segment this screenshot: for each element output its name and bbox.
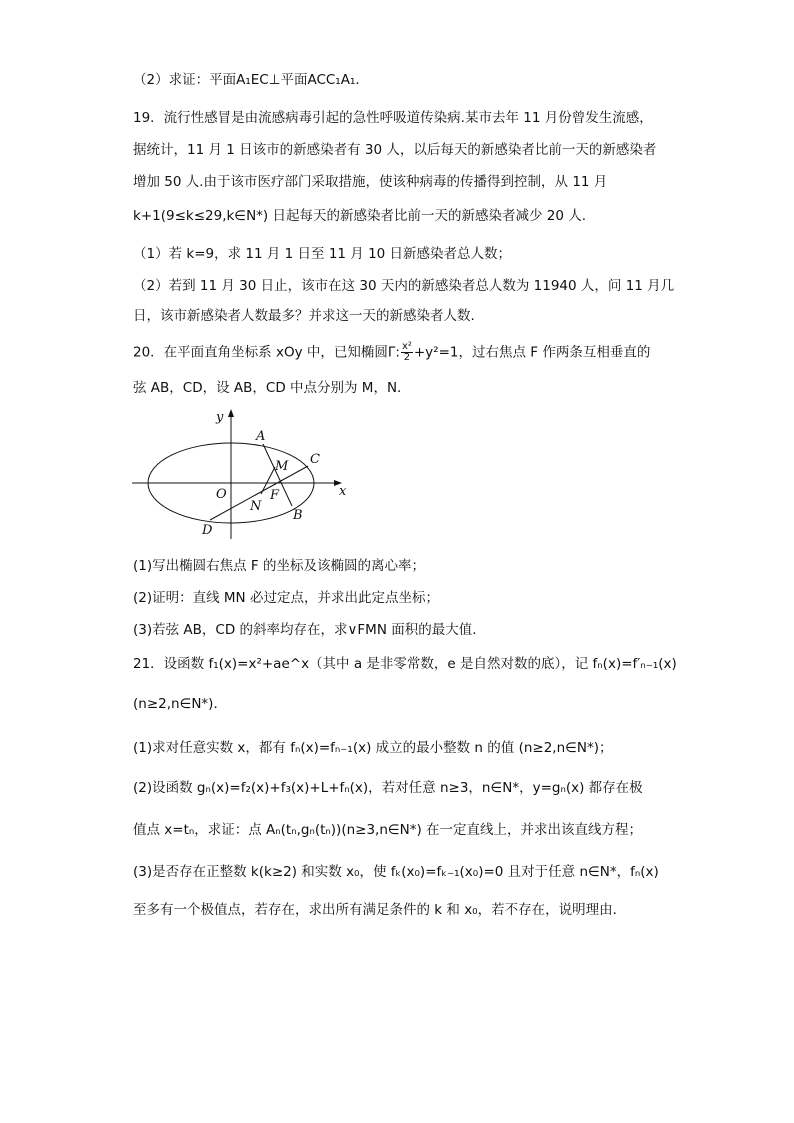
q21-line-2: (n≥2,n∈N*)． <box>133 696 227 712</box>
label-n: N <box>250 499 262 514</box>
label-m: M <box>275 459 289 474</box>
q20-part3: (3)若弦 AB，CD 的斜率均存在，求∨FMN 面积的最大值． <box>133 622 486 638</box>
label-f: F <box>270 488 280 503</box>
ellipse-figure <box>130 403 360 543</box>
ellipse-fraction <box>401 342 413 363</box>
q20-part1: (1)写出椭圆右焦点 F 的坐标及该椭圆的离心率； <box>133 558 425 574</box>
fraction-numerator: x² <box>401 341 412 352</box>
q20-part2: (2)证明：直线 MN 必过定点，并求出此定点坐标； <box>133 590 439 606</box>
label-y: y <box>216 410 224 425</box>
q20-line-1-start: 20．在平面直角坐标系 xOy 中，已知椭圆Γ: <box>133 344 400 361</box>
label-o: O <box>216 487 227 502</box>
q20-line-2: 弦 AB，CD，设 AB，CD 中点分别为 M，N． <box>133 380 411 396</box>
label-a: A <box>256 429 266 444</box>
q19-line-3: 增加 50 人.由于该市医疗部门采取措施，使该种病毒的传播得到控制，从 11 月 <box>133 174 608 190</box>
q21-part1: (1)求对任意实数 x，都有 fₙ(x)=fₙ₋₁(x) 成立的最小整数 n 的值 (n≥2,n∈N*)； <box>133 740 613 756</box>
q21-part3-line-1: (3)是否存在正整数 k(k≥2) 和实数 x₀，使 fₖ(x₀)=fₖ₋₁(x₀)=0 且对于任意 n∈N*，fₙ(x) <box>133 864 659 880</box>
q21-part2-line-1: (2)设函数 gₙ(x)=f₂(x)+f₃(x)+L+fₙ(x)，若对任意 n≥3，n∈N*，y=gₙ(x) 都存在极 <box>133 780 643 796</box>
q18-part2: （2）求证：平面A₁EC⊥平面ACC₁A₁． <box>133 72 369 88</box>
label-d: D <box>202 523 213 538</box>
fraction-denominator: 2 <box>403 352 411 363</box>
label-x: x <box>339 484 347 499</box>
label-c: C <box>310 452 320 467</box>
q19-line-4: k+1(9≤k≤29,k∈N*) 日起每天的新感染者比前一天的新感染者减少 20 人. <box>133 208 587 224</box>
q21-line-1: 21．设函数 f₁(x)=x²+ae^x（其中 a 是非零常数，e 是自然对数的底），记 fₙ(x)=f′ₙ₋₁(x) <box>133 656 677 672</box>
q19-line-1: 19．流行性感冒是由流感病毒引起的急性呼吸道传染病.某市去年 11 月份曾发生流感， <box>133 110 653 126</box>
label-b: B <box>293 508 303 523</box>
q21-part3-line-2: 至多有一个极值点，若存在，求出所有满足条件的 k 和 x₀，若不存在，说明理由． <box>133 902 627 918</box>
q20-line-1-end: +y²=1，过右焦点 F 作两条互相垂直的 <box>413 344 651 361</box>
q19-part2-line-1: （2）若到 11 月 30 日止，该市在这 30 天内的新感染者总人数为 11940 人，问 11 月几 <box>133 278 675 294</box>
q19-part1: （1）若 k=9，求 11 月 1 日至 11 月 10 日新感染者总人数； <box>133 246 512 262</box>
q20-line-1 <box>133 342 650 363</box>
q19-part2-line-2: 日，该市新感染者人数最多？并求这一天的新感染者人数. <box>133 308 475 324</box>
y-axis-arrow <box>228 409 234 417</box>
q21-part2-line-2: 值点 x=tₙ，求证：点 Aₙ(tₙ,gₙ(tₙ))(n≥3,n∈N*) 在一定直线上，并求出该直线方程； <box>133 822 643 838</box>
q19-line-2: 据统计，11 月 1 日该市的新感染者有 30 人，以后每天的新感染者比前一天的新感染者 <box>133 142 657 158</box>
